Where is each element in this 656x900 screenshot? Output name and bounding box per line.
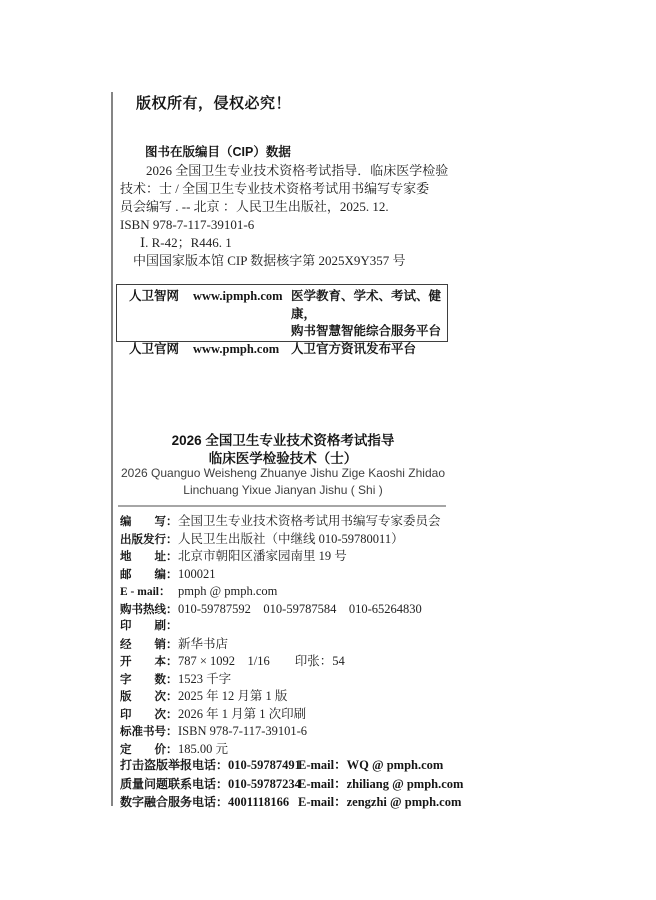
colophon-value: 2026 年 1 月第 1 次印刷 [178,706,307,721]
contact-label: 打击盗版举报电话： [120,758,229,772]
contact-hotlines [120,756,465,812]
colophon-label: 印 刷： [120,620,178,632]
colophon-value: 2025 年 12 月第 1 版 [178,689,288,703]
services-row [129,323,447,341]
book-title-line1: 2026 全国卫生专业技术资格考试指导 [171,433,395,448]
cip-line: 中国国家版本馆 CIP 数据核字第 2025X9Y357 号 [133,253,406,268]
contact-email: E-mail：zengzhi @ pmph.com [298,795,462,809]
colophon-row [120,618,465,636]
contact-label: 数字融合服务电话： [120,795,229,809]
colophon-row [120,688,465,706]
colophon-label: 经 销： [120,638,178,651]
publisher-services-box [116,284,448,356]
colophon-value: 185.00 元 [178,741,229,756]
contact-email: E-mail：zhiliang @ pmph.com [298,776,464,791]
cip-line: 技术：士 / 全国卫生专业技术资格考试用书编写专家委 [120,181,430,196]
colophon-row [120,671,465,689]
colophon-label: 开 本： [120,656,178,668]
site-desc: 人卫官方资讯发布平台 [291,341,417,356]
site-desc: 医学教育、学术、考试、健康， [291,289,442,321]
colophon-value: 1523 千字 [178,671,232,686]
cip-line: 员会编写 . -- 北京 ：人民卫生出版社，2025. 12. [120,199,389,214]
copyright-warning: 版权所有，侵权必究！ [136,95,292,112]
services-row [129,288,447,323]
colophon-label: E - mail： [120,586,171,598]
colophon-value: 全国卫生专业技术资格考试用书编写专家委员会 [178,514,441,528]
book-title-line2: 临床医学检验技术（士） [208,451,358,466]
colophon-value: 北京市朝阳区潘家园南里 19 号 [178,549,347,563]
colophon-row [120,566,465,584]
contact-row [120,756,465,775]
colophon-value: ISBN 978-7-117-39101-6 [178,724,308,738]
colophon-row [120,583,465,601]
site-url: www.ipmph.com [193,289,283,303]
colophon-row [120,531,465,549]
page-edge-line [111,92,113,806]
colophon-label: 定 价： [120,743,178,756]
colophon-value: 人民卫生出版社（中继线 010-59780011） [178,531,404,546]
contact-phone: 010-59787491 [228,758,301,772]
site-name: 人卫官网 [129,341,180,356]
colophon-row [120,601,465,619]
contact-phone: 010-59787234 [228,776,301,791]
book-title-pinyin-line2: Linchuang Yixue Jianyan Jishu ( Shi ) [183,483,383,497]
site-url: www.pmph.com [193,341,280,356]
colophon-label: 出版发行： [120,533,178,546]
contact-label: 质量问题联系电话： [120,776,229,791]
site-name [129,323,193,341]
site-name: 人卫智网 [129,289,180,303]
colophon-label: 地 址： [120,551,178,563]
colophon-row [120,636,465,654]
cip-line: ISBN 978-7-117-39101-6 [120,217,255,232]
divider-rule [118,505,446,507]
colophon-value: 010-59787592 010-59787584 010-65264830 [178,601,422,616]
cip-heading: 图书在版编目（CIP）数据 [145,145,291,159]
colophon-label: 邮 编： [120,568,178,581]
contact-row [120,775,465,794]
colophon-value: 100021 [178,566,216,581]
colophon-list [120,513,465,758]
colophon-label: 字 数： [120,673,178,686]
cip-line: 2026 全国卫生专业技术资格考试指导．临床医学检验 [146,163,449,178]
contact-email: E-mail：WQ @ pmph.com [298,758,444,772]
services-row [129,341,447,359]
colophon-label: 印 次： [120,708,178,721]
contact-phone: 4001118166 [228,795,290,809]
site-desc: 购书智慧智能综合服务平台 [291,324,442,338]
colophon-row [120,653,465,671]
colophon-row [120,513,465,531]
contact-row [120,793,465,812]
site-url [193,323,291,341]
colophon-row [120,706,465,724]
colophon-row [120,723,465,741]
colophon-value: 787 × 1092 1/16 印张：54 [178,654,345,668]
colophon-row [120,548,465,566]
colophon-label: 编 写： [120,516,178,528]
colophon-value: 新华书店 [178,636,229,651]
colophon-label: 标准书号： [120,726,178,738]
book-title-pinyin-line1: 2026 Quanguo Weisheng Zhuanye Jishu Zige Kaoshi Zhidao [121,466,445,480]
cip-record [120,162,460,270]
cip-line: Ⅰ. R-42；R446. 1 [140,235,232,250]
colophon-label: 版 次： [120,691,178,703]
colophon-label: 购书热线： [120,603,178,616]
colophon-value: pmph @ pmph.com [178,584,278,598]
